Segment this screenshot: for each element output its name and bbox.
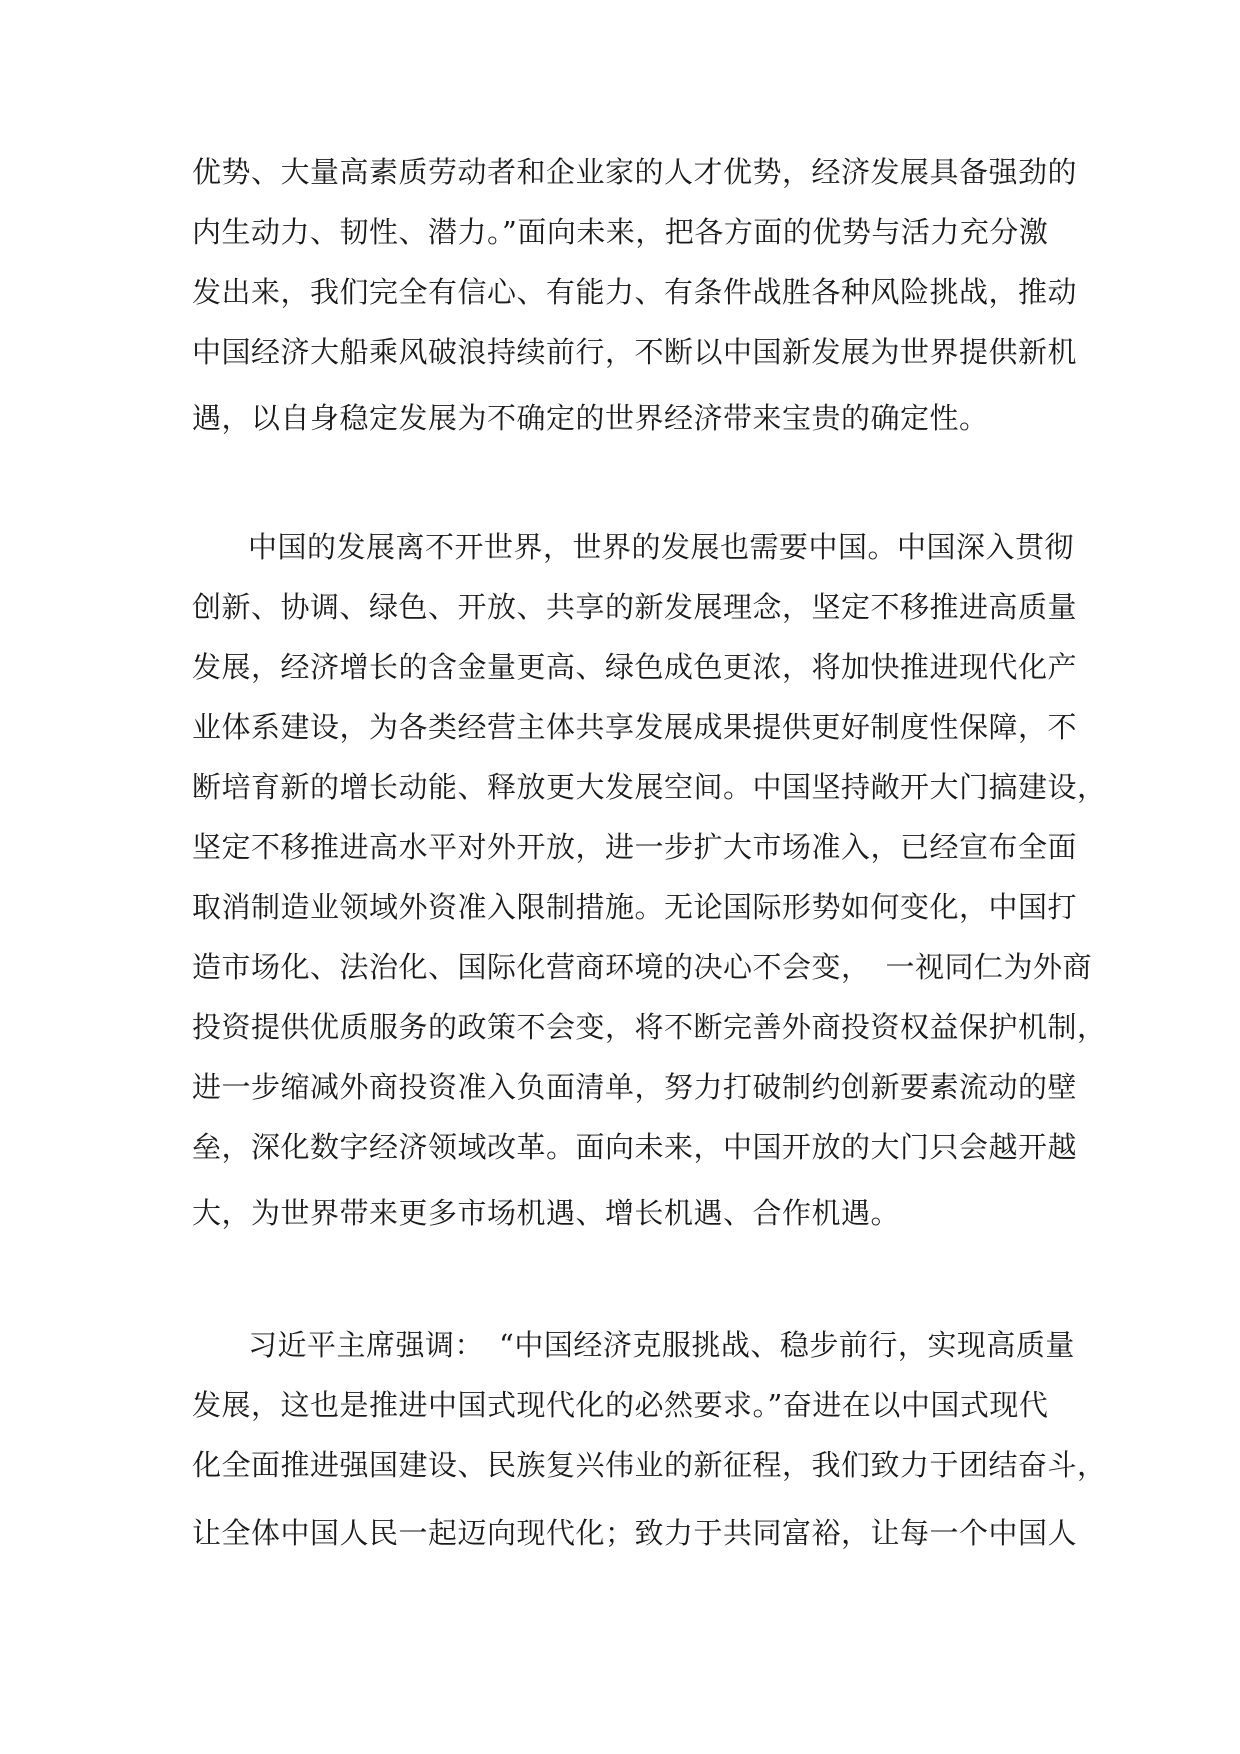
paragraph-2-line-8: 造市场化、法治化、国际化营商环境的决心不会变， 一视同仁为外商 (192, 950, 1093, 984)
paragraph-1-line-3: 发出来，我们完全有信心、有能力、有条件战胜各种风险挑战，推动 (192, 275, 1078, 309)
paragraph-1-line-4: 中国经济大船乘风破浪持续前行，不断以中国新发展为世界提供新机 (192, 335, 1078, 369)
paragraph-2-line-2: 创新、协调、绿色、开放、共享的新发展理念，坚定不移推进高质量 (192, 590, 1078, 624)
paragraph-2-line-1: 中国的发展离不开世界，世界的发展也需要中国。中国深入贯彻 (248, 530, 1075, 564)
paragraph-2-line-10: 进一步缩减外商投资准入负面清单，努力打破制约创新要素流动的壁 (192, 1070, 1078, 1104)
paragraph-2-line-6: 坚定不移推进高水平对外开放，进一步扩大市场准入，已经宣布全面 (192, 830, 1078, 864)
paragraph-3-line-2: 发展，这也是推进中国式现代化的必然要求。”奋进在以中国式现代 (192, 1388, 1049, 1422)
paragraph-2-line-11: 垒，深化数字经济领域改革。面向未来，中国开放的大门只会越开越 (192, 1130, 1078, 1164)
paragraph-2-line-4: 业体系建设，为各类经营主体共享发展成果提供更好制度性保障，不 (192, 710, 1078, 744)
paragraph-1-line-1: 优势、大量高素质劳动者和企业家的人才优势，经济发展具备强劲的 (192, 155, 1078, 189)
paragraph-3-line-1: 习近平主席强调： “中国经济克服挑战、稳步前行，实现高质量 (248, 1328, 1075, 1362)
paragraph-1-line-5: 遇，以自身稳定发展为不确定的世界经济带来宝贵的确定性。 (192, 401, 989, 435)
paragraph-3-line-3: 化全面推进强国建设、民族复兴伟业的新征程，我们致力于团结奋斗， (192, 1448, 1107, 1482)
paragraph-2-line-9: 投资提供优质服务的政策不会变，将不断完善外商投资权益保护机制， (192, 1010, 1107, 1044)
paragraph-2-line-5: 断培育新的增长动能、释放更大发展空间。中国坚持敞开大门搞建设， (192, 770, 1107, 804)
paragraph-2-line-12: 大，为世界带来更多市场机遇、增长机遇、合作机遇。 (192, 1196, 901, 1230)
paragraph-1-line-2: 内生动力、韧性、潜力。”面向未来，把各方面的优势与活力充分激 (192, 215, 1049, 249)
paragraph-2-line-7: 取消制造业领域外资准入限制措施。无论国际形势如何变化，中国打 (192, 890, 1078, 924)
paragraph-2-line-3: 发展，经济增长的含金量更高、绿色成色更浓，将加快推进现代化产 (192, 650, 1078, 684)
paragraph-3-line-4: 让全体中国人民一起迈向现代化；致力于共同富裕，让每一个中国人 (192, 1516, 1078, 1550)
